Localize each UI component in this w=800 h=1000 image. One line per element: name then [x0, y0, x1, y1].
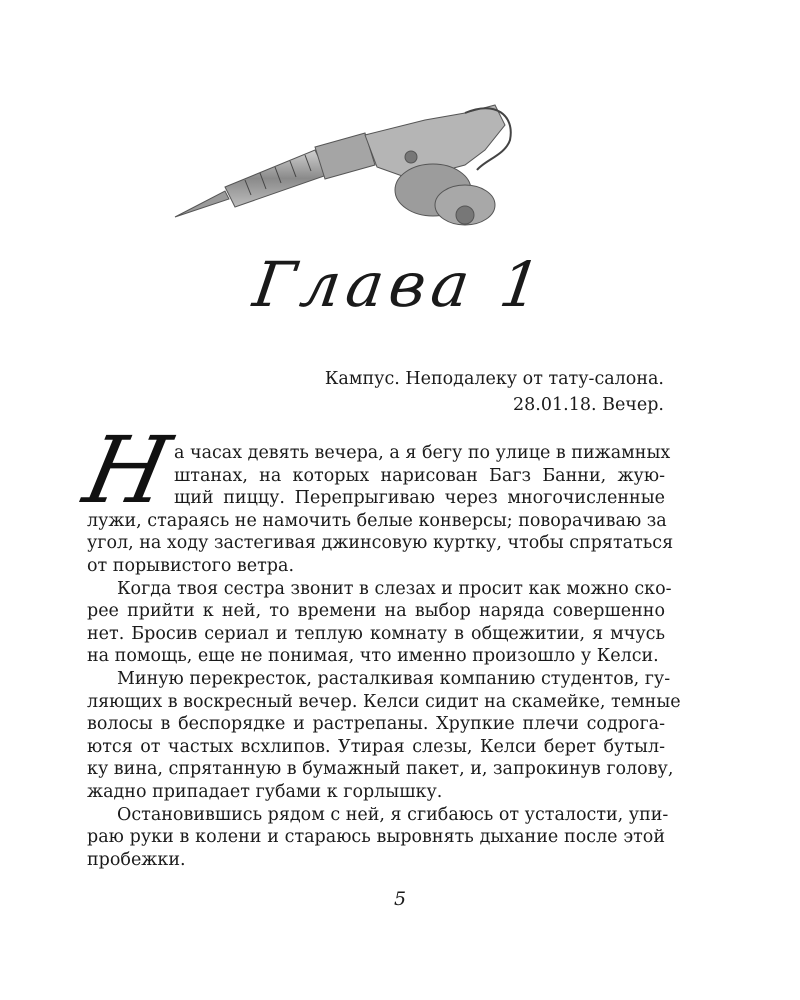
text-line: щий пиццу. Перепрыгиваю через многочисленные: [174, 488, 665, 509]
text-line: Когда твоя сестра звонит в слезах и просит как можно ско-: [117, 578, 672, 599]
chapter-title: Глава 1: [249, 248, 551, 321]
chapter-body: [87, 442, 681, 871]
text-line: волосы в беспорядке и растрепаны. Хрупкие плечи содрога-: [87, 714, 665, 735]
text-line: от порывистого ветра.: [87, 555, 295, 576]
text-line: пробежки.: [87, 849, 186, 870]
text-line: ются от частых всхлипов. Утирая слезы, Келси берет бутыл-: [87, 736, 665, 757]
text-line: лужи, стараясь не намочить белые конверсы; поворачиваю за: [87, 510, 667, 531]
text-line: Остановившись рядом с ней, я сгибаюсь от усталости, упи-: [117, 804, 669, 825]
chapter-subtitle: [325, 366, 664, 418]
text-line: Миную перекресток, расталкивая компанию студентов, гу-: [117, 668, 671, 689]
page-number: 5: [393, 888, 407, 910]
text-line: рее прийти к ней, то времени на выбор наряда совершенно: [87, 601, 665, 622]
tattoo-machine-icon: [165, 95, 540, 235]
text-line: ку вина, спрятанную в бумажный пакет, и, запрокинув голову,: [87, 759, 674, 780]
drop-cap: Н: [75, 417, 179, 524]
text-line: угол, на ходу застегивая джинсовую куртку, чтобы спрятаться: [87, 533, 674, 554]
text-line: ляющих в воскресный вечер. Келси сидит на скамейке, темные: [87, 691, 681, 712]
subtitle-location: Кампус. Неподалеку от тату-салона.: [324, 369, 664, 389]
subtitle-date: 28.01.18. Вечер.: [513, 395, 664, 415]
text-line: жадно припадает губами к горлышку.: [87, 781, 443, 802]
text-line: раю руки в колени и стараюсь выровнять дыхание после этой: [87, 827, 665, 848]
text-line: нет. Бросив сериал и теплую комнату в общежитии, я мчусь: [87, 623, 665, 644]
text-line: штанах, на которых нарисован Багз Банни, жую-: [174, 465, 665, 486]
text-line: на помощь, еще не понимая, что именно произошло у Келси.: [87, 646, 659, 667]
text-line: а часах девять вечера, а я бегу по улице в пижамных: [174, 443, 671, 463]
